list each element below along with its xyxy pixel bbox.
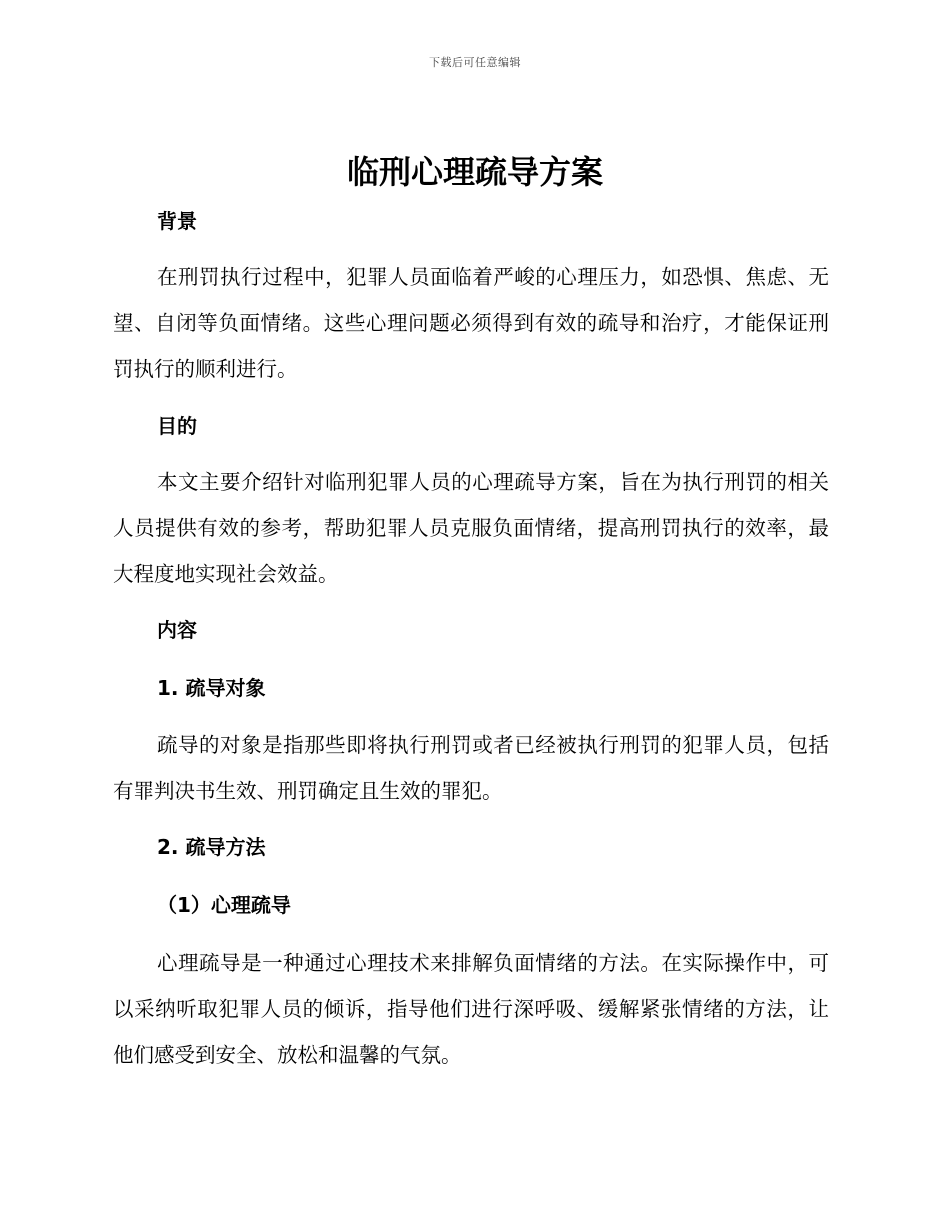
paragraph-purpose: 本文主要介绍针对临刑犯罪人员的心理疏导方案，旨在为执行刑罚的相关人员提供有效的参考，帮助犯罪人员克服负面情绪，提高刑罚执行的效率，最大程度地实现社会效益。 xyxy=(113,470,829,586)
paragraph-target: 疏导的对象是指那些即将执行刑罚或者已经被执行刑罚的犯罪人员，包括有罪判决书生效、刑罚确定且生效的罪犯。 xyxy=(113,733,829,803)
heading-background: 背景 xyxy=(157,209,197,233)
paragraph-psych-guidance: 心理疏导是一种通过心理技术来排解负面情绪的方法。在实际操作中，可以采纳听取犯罪人员的倾诉，指导他们进行深呼吸、缓解紧张情绪的方法，让他们感受到安全、放松和温馨的气氛。 xyxy=(113,951,829,1067)
page-header-note: 下载后可任意编辑 xyxy=(429,56,521,69)
heading-content: 内容 xyxy=(157,618,197,642)
heading-psych-guidance: （1）心理疏导 xyxy=(157,893,291,917)
document-title: 临刑心理疏导方案 xyxy=(346,153,603,191)
heading-method: 2. 疏导方法 xyxy=(157,835,266,859)
heading-purpose: 目的 xyxy=(157,414,197,438)
paragraph-background: 在刑罚执行过程中，犯罪人员面临着严峻的心理压力，如恐惧、焦虑、无望、自闭等负面情绪。这些心理问题必须得到有效的疏导和治疗，才能保证刑罚执行的顺利进行。 xyxy=(113,265,829,381)
heading-target: 1. 疏导对象 xyxy=(157,676,266,700)
